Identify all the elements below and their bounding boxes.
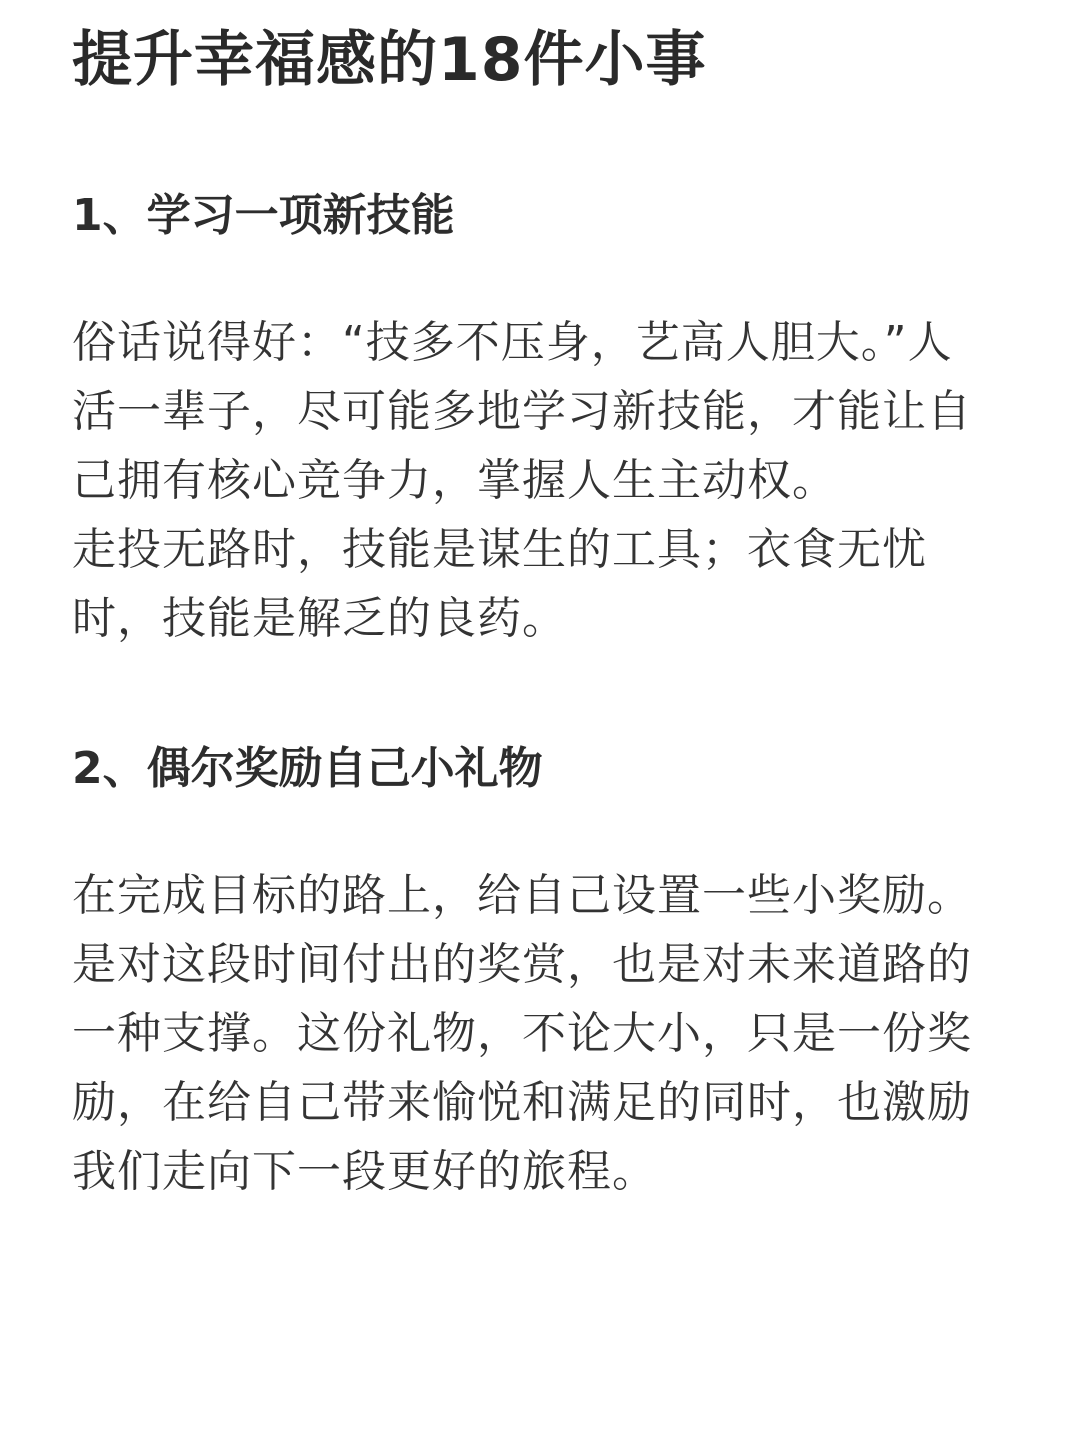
paragraph: 俗话说得好：“技多不压身，艺高人胆大。”人活一辈子，尽可能多地学习新技能，才能让自己拥有核心竞争力，掌握人生主动权。	[72, 317, 972, 506]
section-heading: 2、偶尔奖励自己小礼物	[72, 743, 543, 794]
paragraph: 走投无路时，技能是谋生的工具；衣食无忧时，技能是解乏的良药。	[72, 524, 927, 644]
section-heading: 1、学习一项新技能	[72, 190, 455, 241]
section-1	[72, 186, 972, 653]
article	[72, 20, 972, 1206]
paragraph: 在完成目标的路上，给自己设置一些小奖励。是对这段时间付出的奖赏，也是对未来道路的一种支撑。这份礼物，不论大小，只是一份奖励，在给自己带来愉悦和满足的同时，也激励我们走向下一段更好的旅程。	[72, 870, 972, 1197]
section-body	[72, 861, 972, 1206]
section-body	[72, 308, 972, 653]
section-2	[72, 739, 972, 1206]
page-title: 提升幸福感的18件小事	[72, 25, 707, 95]
